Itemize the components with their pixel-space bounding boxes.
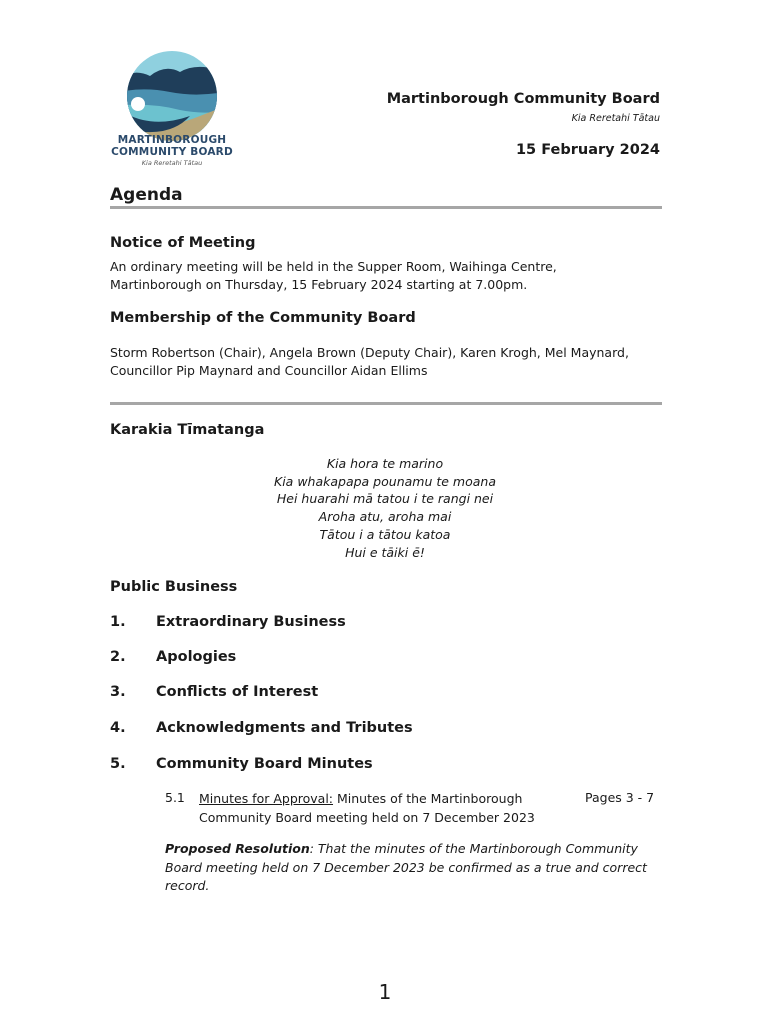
meeting-date: 15 February 2024 [515, 142, 660, 158]
item-number: 2. [110, 649, 126, 665]
proposed-resolution [165, 840, 655, 896]
logo-tagline: Kia Reretahi Tātau [141, 159, 203, 167]
page-number: 1 [378, 980, 392, 1004]
karakia-verse [0, 455, 770, 561]
item-number: 1. [110, 614, 126, 630]
karakia-line: Hei huarahi mā tatou i te rangi nei [276, 491, 494, 507]
page-title: Agenda [110, 185, 183, 205]
karakia-heading: Karakia Tīmatanga [110, 422, 265, 438]
logo-line2: COMMUNITY BOARD [111, 146, 233, 158]
logo-wordmark [106, 134, 238, 167]
membership-heading: Membership of the Community Board [110, 310, 416, 326]
item-title: Community Board Minutes [156, 756, 373, 772]
subitem-text [199, 790, 559, 827]
membership-text: Storm Robertson (Chair), Angela Brown (Deputy Chair), Karen Krogh, Mel Maynard, Councillor Pip Maynard and Councillor Aidan Ellims [110, 345, 629, 378]
public-business-heading: Public Business [110, 579, 238, 595]
resolution-label: Proposed Resolution [165, 841, 310, 856]
item-title: Acknowledgments and Tributes [156, 720, 413, 736]
karakia-line: Tātou i a tātou katoa [319, 526, 451, 542]
karakia-line: Hui e tāiki ē! [345, 544, 425, 560]
logo-line1: MARTINBOROUGH [117, 134, 227, 146]
notice-text: An ordinary meeting will be held in the Supper Room, Waihinga Centre, Martinborough on Thursday, 15 February 2024 starting at 7.00pm. [110, 259, 557, 292]
board-tagline: Kia Reretahi Tātau [571, 113, 660, 124]
subitem-description: Minutes of the Martinborough Community Board meeting held on 7 December 2023 [199, 791, 535, 825]
item-number: 4. [110, 720, 126, 736]
item-title: Apologies [156, 649, 237, 665]
notice-heading: Notice of Meeting [110, 235, 256, 251]
item-number: 5. [110, 756, 126, 772]
divider [110, 402, 662, 405]
karakia-line: Aroha atu, aroha mai [318, 509, 452, 525]
item-title: Conflicts of Interest [156, 684, 319, 700]
board-name: Martinborough Community Board [386, 91, 660, 107]
minutes-link[interactable]: Minutes for Approval: [199, 791, 334, 806]
item-title: Extraordinary Business [156, 614, 346, 630]
subitem-pages: Pages 3 - 7 [585, 790, 655, 805]
resolution-text: : That the minutes of the Martinborough Community Board meeting held on 7 December 2023 be confirmed as a true and correct record. [165, 841, 647, 893]
karakia-line: Kia whakapapa pounamu te moana [274, 473, 496, 489]
subitem-number: 5.1 [165, 790, 185, 805]
karakia-line: Kia hora te marino [326, 456, 444, 471]
item-number: 3. [110, 684, 126, 700]
divider [110, 206, 662, 209]
